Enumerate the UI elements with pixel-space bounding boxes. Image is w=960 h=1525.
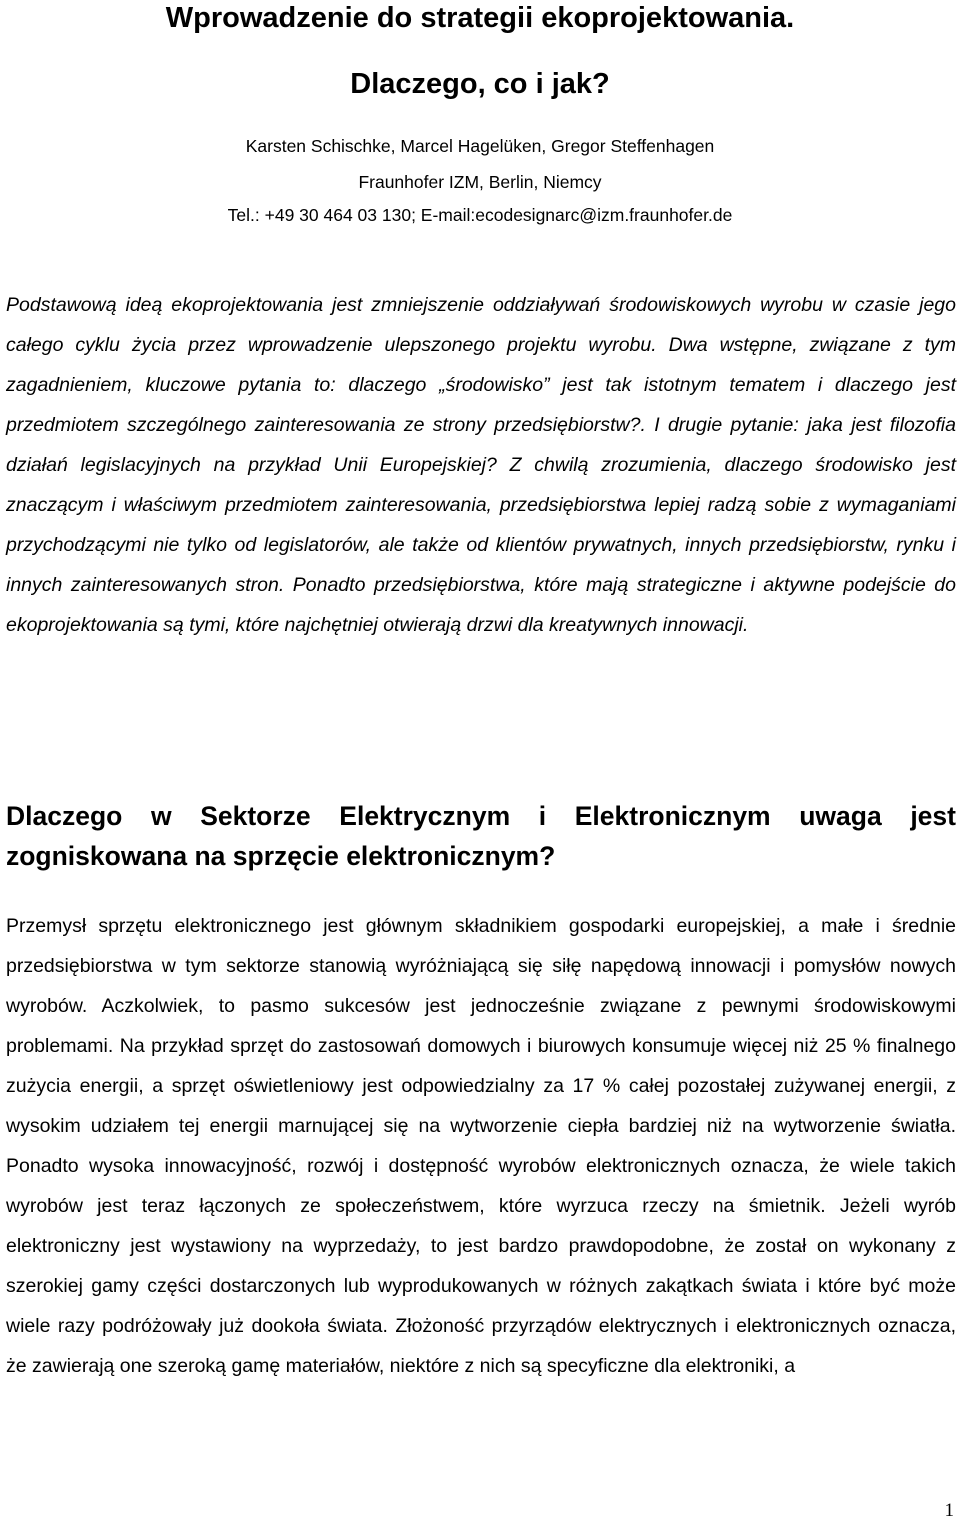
page-number: 1: [944, 1500, 954, 1521]
contact-line: Tel.: +49 30 464 03 130; E-mail:ecodesignarc@izm.fraunhofer.de: [227, 205, 733, 225]
abstract-paragraph: Podstawową ideą ekoprojektowania jest zmniejszenie oddziaływań środowiskowych wyrobu w czasie jego całego cyklu życia przez wprowadzenie ulepszonego projektu wyrobu. Dwa wstępne, związane z tym zagadnieniem, kluczowe pytania to: dlaczego „środowisko” jest tak istotnym tematem i dlaczego jest przedmiotem szczególnego zainteresowania ze strony przedsiębiorstw?. I drugie pytanie: jaka jest filozofia działań legislacyjnych na przykład Unii Europejskiej? Z chwilą zrozumienia, dlaczego środowisko jest znaczącym i właściwym przedmiotem zainteresowania, przedsiębiorstwa lepiej radzą sobie z wymaganiami przychodzącymi nie tylko od legislatorów, ale także od klientów prywatnych, innych przedsiębiorstw, rynku i innych zainteresowanych stron. Ponadto przedsiębiorstwa, które mają strategiczne i aktywne podejście do ekoprojektowania są tymi, które najchętniej otwierają drzwi dla kreatywnych innowacji.: [6, 294, 956, 636]
section-heading: Dlaczego w Sektorze Elektrycznym i Elektronicznym uwaga jest zogniskowana na sprzęcie elektronicznym?: [6, 801, 956, 871]
affiliation-line: Fraunhofer IZM, Berlin, Niemcy: [358, 172, 602, 192]
authors-line: Karsten Schischke, Marcel Hagelüken, Gregor Steffenhagen: [245, 136, 715, 156]
document-title-line-1: Wprowadzenie do strategii ekoprojektowania.: [165, 2, 795, 34]
document-title-line-2: Dlaczego, co i jak?: [350, 68, 610, 100]
section-body-paragraph: Przemysł sprzętu elektronicznego jest głównym składnikiem gospodarki europejskiej, a małe i średnie przedsiębiorstwa w tym sektorze stanowią wyróżniającą się siłę napędową innowacji i pomysłów nowych wyrobów. Aczkolwiek, to pasmo sukcesów jest jednocześnie związane z pewnymi środowiskowymi problemami. Na przykład sprzęt do zastosowań domowych i biurowych konsumuje więcej niż 25 % finalnego zużycia energii, a sprzęt oświetleniowy jest odpowiedzialny za 17 % całej pozostałej zużywanej energii, z wysokim udziałem tej energii marnującej się na wytworzenie ciepła bardziej niż na wytworzenie światła. Ponadto wysoka innowacyjność, rozwój i dostępność wyrobów elektronicznych oznacza, że wiele takich wyrobów jest teraz łączonych ze społeczeństwem, które wyrzuca rzeczy na śmietnik. Jeżeli wyrób elektroniczny jest wystawiony na wyprzedaży, to jest bardzo prawdopodobne, że został on wykonany z szerokiej gamy części dostarczonych lub wyprodukowanych w różnych zakątkach świata i które być może wiele razy podróżowały już dookoła świata. Złożoność przyrządów elektrycznych i elektronicznych oznacza, że zawierają one szeroką gamę materiałów, niektóre z nich są specyficzne dla elektroniki, a: [6, 915, 956, 1377]
